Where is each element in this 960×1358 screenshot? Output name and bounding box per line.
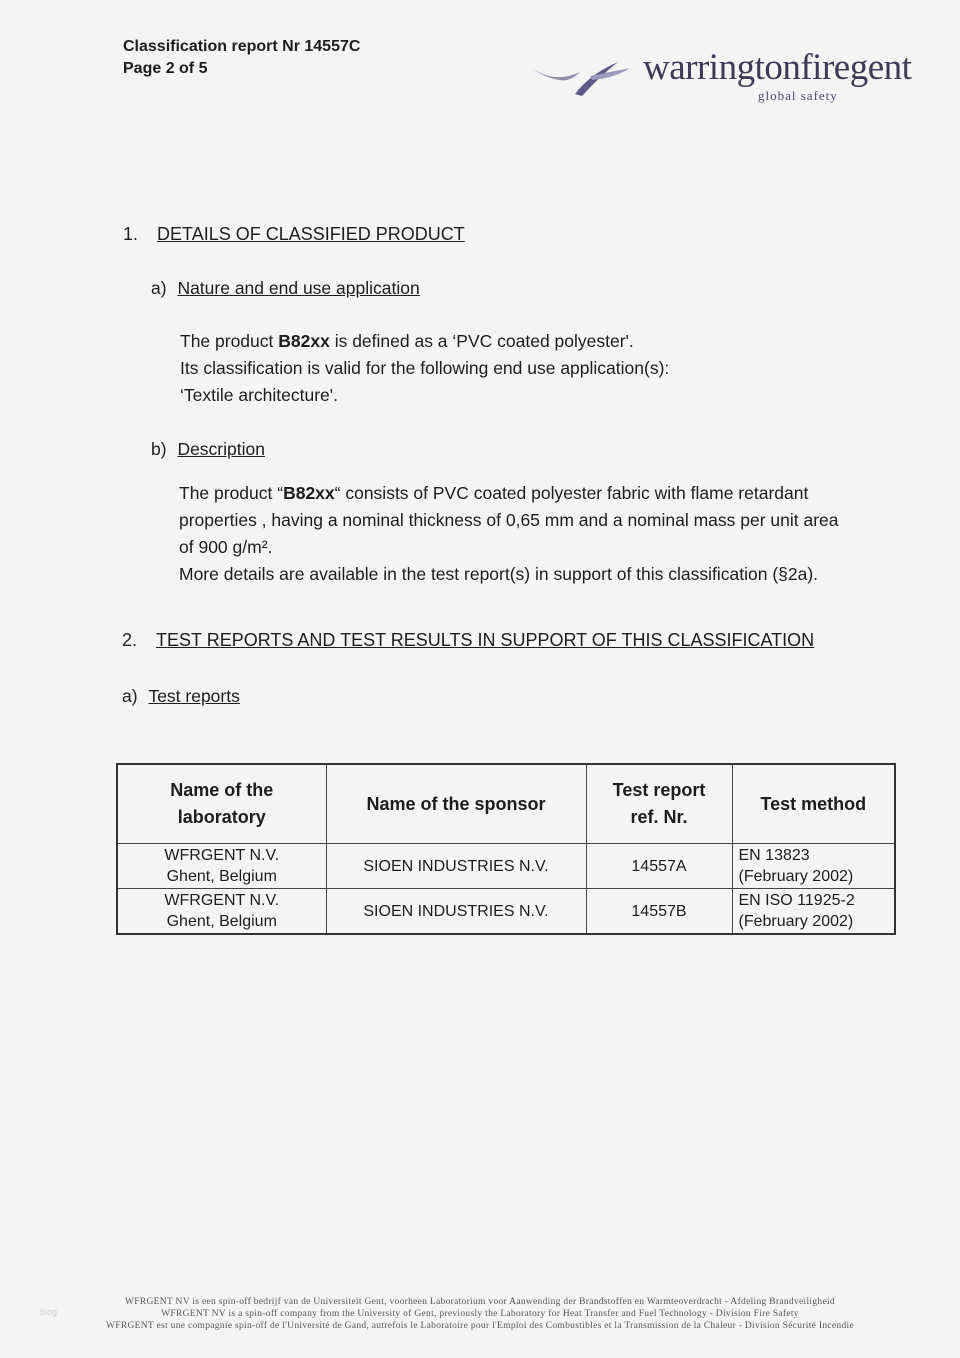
test-reports-table [116,763,896,935]
header-line: ref. Nr. [630,807,688,827]
report-header [123,36,360,80]
cell-sponsor: SIOEN INDUSTRIES N.V. [326,844,586,889]
cell-line: EN 13823 [738,847,810,864]
text: is defined as a ‘PVC coated polyester'. [329,331,634,351]
section-title: TEST REPORTS AND TEST RESULTS IN SUPPORT OF THIS CLASSIFICATION [156,630,815,650]
subsection-2a-heading [122,683,240,710]
text: The product “ [179,483,284,503]
text: The product [180,331,279,351]
header-line: Name of the [170,780,274,800]
subsection-title: Nature and end use application [177,278,420,298]
subsection-label: b) [151,439,167,459]
nature-paragraph [180,328,669,409]
text: More details are available in the test report(s) in support of this classification (§2a). [179,564,819,584]
cell-laboratory [117,889,326,935]
subsection-label: a) [122,686,138,706]
cell-line: WFRGENT N.V. [164,847,280,864]
text: “ consists of PVC coated polyester fabric with flame retardant [334,483,809,503]
text: Its classification is valid for the following end use application(s): [180,358,670,378]
footer-line: WFRGENT est une compagnie spin-off de l'Université de Gand, autrefois le Laboratoire pour l'Emploi des Combustibles et la Transmission de la Chaleur - Division Sécurité Incendie [106,1321,854,1331]
subsection-1a-heading [151,275,420,302]
text: of 900 g/m². [179,537,273,557]
footer-line: WFRGENT NV is a spin-off company from the University of Gent, previously the Laboratory for Heat Transfer and Fuel Technology - Division Fire Safety [161,1309,799,1319]
cell-line: Ghent, Belgium [166,868,277,885]
cell-ref: 14557B [586,889,732,935]
cell-line: (February 2002) [738,913,854,930]
header-sponsor: Name of the sponsor [326,764,586,844]
table-header-row [117,764,895,844]
subsection-title: Test reports [148,686,240,706]
product-code: B82xx [283,483,335,503]
table-row [117,844,895,889]
cell-sponsor: SIOEN INDUSTRIES N.V. [326,889,586,935]
header-laboratory [117,764,326,844]
section-title: DETAILS OF CLASSIFIED PRODUCT [157,224,465,244]
cell-laboratory [117,844,326,889]
section-number: 1. [123,224,139,244]
cell-ref: 14557A [586,844,732,889]
cell-line: Ghent, Belgium [166,913,277,930]
logo-wordmark: warringtonfiregent [643,47,912,88]
page-footer [0,1296,960,1332]
company-logo [530,47,920,108]
logo-tagline: global safety [758,88,838,103]
section-2-heading [122,630,814,651]
subsection-label: a) [151,278,167,298]
watermark: blog [40,1307,58,1317]
header-line: Test report [612,780,706,800]
section-number: 2. [122,630,138,650]
cell-line: WFRGENT N.V. [164,892,280,909]
section-1-heading [123,224,465,245]
footer-line: WFRGENT NV is een spin-off bedrijf van de Universiteit Gent, voorheen Laboratorium voor Aanwending der Brandstoffen en Warmteoverdracht - Afdeling Brandveiligheid [125,1297,835,1307]
text: ‘Textile architecture'. [180,385,338,405]
cell-method [732,889,895,935]
header-method: Test method [732,764,895,844]
subsection-title: Description [177,439,265,459]
page-number: Page 2 of 5 [123,60,208,77]
header-ref [586,764,732,844]
description-paragraph [179,480,839,588]
report-title: Classification report Nr 14557C [123,38,361,55]
product-code: B82xx [278,331,330,351]
cell-line: EN ISO 11925-2 [738,892,855,909]
table-row [117,889,895,935]
subsection-1b-heading [151,436,265,463]
cell-line: (February 2002) [738,868,854,885]
text: properties , having a nominal thickness of 0,65 mm and a nominal mass per unit area [179,510,839,530]
header-line: laboratory [177,807,266,827]
cell-method [732,844,895,889]
logo-wings-icon [530,54,640,104]
